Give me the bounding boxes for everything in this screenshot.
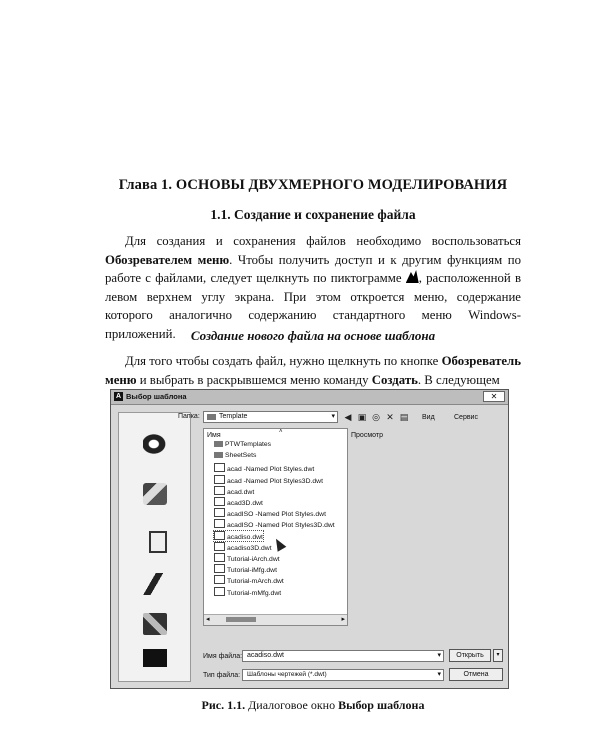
file-name: Tutorial-mArch.dwt: [227, 578, 284, 586]
caption-bold: Выбор шаблона: [338, 698, 425, 712]
file-name: acad.dwt: [227, 488, 255, 496]
p1-text-1: Для создания и сохранения файлов необходимо воспользоваться: [125, 234, 521, 248]
horizontal-scrollbar[interactable]: [204, 614, 347, 625]
file-name: Tutorial-mMfg.dwt: [227, 589, 282, 597]
file-icon: [214, 508, 225, 517]
folder-label: Папка:: [178, 413, 200, 420]
section-title: 1.1. Создание и сохранение файла: [210, 207, 416, 222]
filetype-label: Тип файла:: [203, 672, 241, 679]
file-icon: [214, 519, 225, 528]
preview-label: Просмотр: [351, 432, 383, 439]
file-name: SheetSets: [225, 452, 257, 460]
dialog-screenshot: [110, 389, 509, 689]
up-folder-icon[interactable]: ▣: [357, 412, 367, 422]
dialog-titlebar: [111, 390, 508, 405]
file-list[interactable]: [203, 428, 348, 626]
file-item[interactable]: [214, 486, 254, 496]
p1-text-3: , расположенной в левом верхнем углу экрана. При этом откроется меню, содержание которого аналогично содержанию стандартного меню Windows-приложений.: [105, 271, 521, 341]
p2-text-1: Для того чтобы создать файл, нужно щелкнуть по кнопке: [125, 354, 442, 368]
chevron-down-icon[interactable]: ▾: [437, 671, 441, 678]
file-name: acad -Named Plot Styles3D.dwt: [227, 477, 323, 485]
file-icon: [214, 497, 225, 506]
file-item[interactable]: [214, 463, 314, 473]
file-icon: [214, 575, 225, 584]
desktop-icon[interactable]: [143, 573, 167, 595]
filename-label: Имя файла:: [203, 653, 243, 660]
p2-text-2: и выбрать в раскрывшемся меню команду: [136, 372, 372, 387]
dialog-title: Выбор шаблона: [126, 392, 187, 401]
file-icon: [214, 564, 225, 573]
filename-input[interactable]: [242, 650, 444, 662]
application-icon: A: [115, 393, 122, 400]
file-item[interactable]: [214, 475, 323, 485]
cancel-button[interactable]: Отмена: [449, 668, 503, 681]
file-name: acadISO -Named Plot Styles.dwt: [227, 511, 326, 519]
folder-item[interactable]: [214, 452, 256, 462]
folder-icon: [214, 452, 223, 458]
filename-value: acadiso.dwt: [247, 652, 284, 659]
folder-icon: [207, 414, 216, 420]
file-item[interactable]: [214, 531, 263, 541]
file-item[interactable]: [214, 553, 280, 563]
file-name: acadISO -Named Plot Styles3D.dwt: [227, 522, 335, 530]
folder-icon: [214, 441, 223, 447]
file-name: Tutorial-iMfg.dwt: [227, 567, 277, 575]
file-name: Tutorial-iArch.dwt: [227, 556, 280, 563]
file-name: acadiso3D.dwt: [227, 544, 272, 552]
back-icon[interactable]: ◀: [344, 412, 352, 422]
p2-bold-2: Создать: [371, 372, 418, 387]
folder-value: Template: [219, 413, 248, 420]
favorites-icon[interactable]: [149, 531, 167, 553]
p2-bold-1: Обозреватель меню: [105, 354, 521, 387]
file-name: acad3D.dwt: [227, 500, 263, 507]
file-item[interactable]: [214, 508, 326, 518]
file-item[interactable]: [214, 542, 272, 552]
file-icon: [214, 531, 225, 540]
file-item[interactable]: [214, 519, 335, 529]
subheading: Создание нового файла на основе шаблона: [190, 328, 436, 343]
p2-text-3: . В следующем: [417, 372, 500, 387]
file-icon: [214, 553, 225, 562]
close-icon[interactable]: ✕: [483, 391, 505, 402]
file-name: acad -Named Plot Styles.dwt: [227, 466, 315, 474]
file-item[interactable]: [214, 564, 277, 574]
paragraph-1: [105, 232, 521, 343]
file-item[interactable]: [214, 575, 284, 585]
column-header-name[interactable]: Имя: [207, 432, 221, 439]
file-icon: [214, 463, 225, 472]
documents-icon[interactable]: [143, 483, 167, 505]
history-icon[interactable]: [143, 433, 167, 455]
new-folder-icon[interactable]: ▤: [399, 412, 409, 422]
file-icon: [214, 542, 225, 551]
file-icon: [214, 587, 225, 596]
file-name: PTWTemplates: [225, 441, 272, 448]
open-options-button[interactable]: ▾: [493, 649, 503, 662]
sort-indicator-icon: ˄: [279, 429, 283, 435]
caption-text: Диалоговое окно: [245, 698, 339, 712]
p1-bold-1: Обозревателем меню: [105, 252, 230, 267]
scroll-right-icon[interactable]: ▸: [341, 616, 345, 623]
ftp-icon[interactable]: [143, 613, 167, 635]
file-icon: [214, 475, 225, 484]
delete-icon[interactable]: ✕: [386, 412, 394, 422]
places-bar: [118, 412, 191, 682]
folder-item[interactable]: [214, 441, 271, 451]
paragraph-2: [105, 352, 521, 389]
chevron-down-icon[interactable]: ▾: [331, 413, 335, 420]
view-menu[interactable]: Вид: [422, 414, 435, 421]
chapter-title: Глава 1. ОСНОВЫ ДВУХМЕРНОГО МОДЕЛИРОВАНИЯ: [118, 177, 508, 193]
scroll-thumb[interactable]: [226, 617, 256, 622]
file-name: acadiso.dwt: [227, 533, 263, 541]
scroll-left-icon[interactable]: ◂: [206, 616, 210, 623]
caption-prefix: Рис. 1.1.: [201, 698, 246, 712]
folder-select[interactable]: [203, 411, 338, 423]
figure-caption: [105, 698, 521, 713]
filetype-select[interactable]: [242, 669, 444, 681]
search-web-icon[interactable]: ◎: [372, 412, 380, 422]
tools-menu[interactable]: Сервис: [454, 414, 478, 421]
file-item[interactable]: [214, 497, 263, 507]
open-button[interactable]: Открыть: [449, 649, 491, 662]
buzzsaw-icon[interactable]: [143, 649, 167, 667]
p1-text-2: . Чтобы получить доступ и к другим функциям по работе с файлами, следует щелкнуть по пиктограмме: [105, 252, 521, 285]
chevron-down-icon[interactable]: ▾: [437, 652, 441, 659]
filetype-value: Шаблоны чертежей (*.dwt): [247, 671, 327, 678]
file-icon: [214, 486, 225, 495]
application-icon: [406, 270, 419, 283]
file-item[interactable]: [214, 587, 281, 597]
